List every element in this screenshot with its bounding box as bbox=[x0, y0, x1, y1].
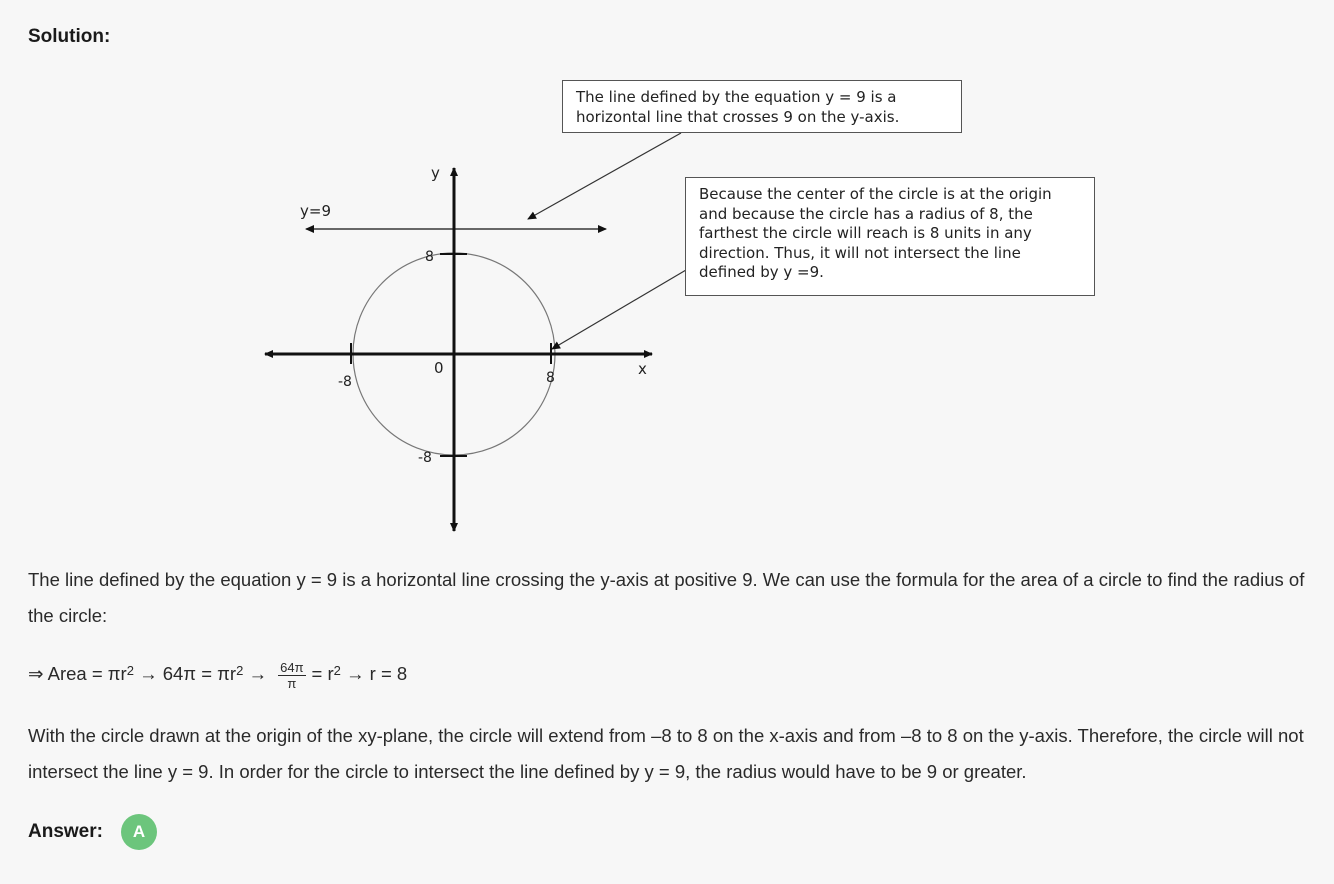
callout-1-pointer bbox=[528, 133, 681, 219]
explanation-paragraph-1: The line defined by the equation y = 9 is a horizontal line crossing the y-axis at positive 9. We can use the formula for the area of a circle to find the radius of the circle: bbox=[28, 569, 1305, 626]
callout-circle-radius: Because the center of the circle is at the origin and because the circle has a radius of 8, the farthest the circle will reach is 8 units in any direction. Thus, it will not intersect the line defined by y =9. bbox=[685, 177, 1095, 296]
answer-badge: A bbox=[121, 814, 157, 850]
tick-label-right: 8 bbox=[546, 370, 555, 386]
origin-label: 0 bbox=[434, 359, 444, 377]
formula-part-1: ⇒ Area = πr bbox=[28, 662, 127, 684]
tick-label-top: 8 bbox=[425, 249, 434, 265]
formula-fraction bbox=[278, 660, 305, 691]
formula-part-2: → 64π = πr bbox=[133, 662, 237, 684]
area-formula: ⇒ Area = πr $^2$ → 64π = πr $^2$ → $\frac{64\pi}{\pi}$ = r $^2$ → r = 8 bbox=[28, 660, 408, 691]
tick-label-bottom: -8 bbox=[418, 450, 432, 466]
formula-part-3: → bbox=[243, 662, 273, 684]
callout-2-pointer bbox=[552, 270, 686, 349]
line-y9-label: y=9 bbox=[300, 202, 331, 220]
x-axis-label: x bbox=[638, 360, 647, 378]
formula-part-4: = r bbox=[311, 662, 334, 684]
y-axis-label: y bbox=[431, 164, 440, 182]
explanation-paragraph-2: With the circle drawn at the origin of the xy-plane, the circle will extend from –8 to 8 on the x-axis and from –8 to 8 on the y-axis. Therefore, the circle will not intersect the line y = 9. In order for the circle to intersect the line defined by y = 9, the radius would have to be 9 or greater. bbox=[28, 725, 1304, 782]
formula-part-5: → r = 8 bbox=[340, 662, 408, 684]
fraction-denominator: π bbox=[287, 676, 297, 691]
fraction-numerator: 64π bbox=[280, 660, 304, 675]
tick-label-left: -8 bbox=[338, 374, 352, 390]
answer-row bbox=[28, 814, 157, 850]
callout-horizontal-line: The line defined by the equation y = 9 is a horizontal line that crosses 9 on the y-axis. bbox=[562, 80, 962, 133]
solution-heading: Solution: bbox=[28, 26, 111, 47]
answer-label: Answer: bbox=[28, 821, 103, 842]
